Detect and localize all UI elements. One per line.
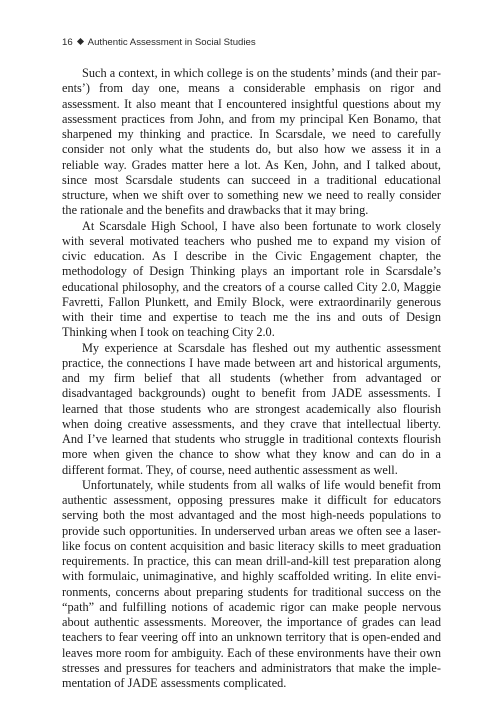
running-title: Authentic Assessment in Social Studies	[87, 37, 256, 48]
paragraph: Such a context, in which college is on the students’ minds (and their parents’) from day one, means a considerable emphasis on rigor and assessment. It also meant that I encountered insightful questions about my assessment practices from John, and from my principal Ken Bonamo, that sharpened my thinking and practice. In Scarsdale, we need to carefully consider not only what the students do, but also how we assess it in a reliable way. Grades matter here a lot. As Ken, John, and I talked about, since most Scarsdale students can succeed in a traditional educational structure, when we shift over to something new we need to really consider the rationale and the benefits and drawbacks that it may bring.	[62, 66, 441, 218]
paragraph: My experience at Scarsdale has fleshed out my authentic assessment practice, the connections I have made between art and historical arguments, and my firm belief that all students (whether from advantaged or disadvantaged backgrounds) ought to benefit from JADE assessments. I learned that those students who are strongest academically also flourish when doing creative assessments, and they crave that intellectual liberty. And I’ve learned that students who struggle in traditional contexts flourish more when given the chance to show what they know and can do in a different format. They, of course, need authentic assessment as well.	[62, 340, 441, 477]
paragraph: Unfortunately, while students from all walks of life would benefit from authentic assessment, opposing pressures make it difficult for educators serving both the most advantaged and the most high-needs populations to provide such opportunities. In underserved urban areas we often see a laser-like focus on content acquisition and basic literacy skills to meet graduation requirements. In practice, this can mean drill-and-kill test preparation along with formulaic, unimaginative, and highly scaffolded writing. In elite environments, concerns about preparing students for traditional success on the “path” and fulfilling notions of academic rigor can make people nervous about authentic assessments. Moreover, the importance of grades can lead teachers to fear veering off into an unknown territory that is open-ended and leaves more room for ambiguity. Each of these environments have their own stresses and pressures for teachers and administrators that make the implementation of JADE assessments complicated.	[62, 477, 441, 690]
diamond-separator-icon	[77, 38, 84, 45]
running-header	[62, 37, 256, 48]
body-text	[62, 66, 441, 691]
paragraph: At Scarsdale High School, I have also been fortunate to work closely with several motivated teachers who pushed me to expand my vision of civic education. As I describe in the Civic Engagement chapter, the methodology of Design Thinking plays an important role in Scarsdale’s educational philosophy, and the creators of a course called City 2.0, Maggie Favretti, Fallon Plunkett, and Emily Block, were extraordinarily generous with their time and expertise to teach me the ins and outs of Design Thinking when I took on teaching City 2.0.	[62, 218, 441, 340]
page-number: 16	[62, 37, 73, 48]
